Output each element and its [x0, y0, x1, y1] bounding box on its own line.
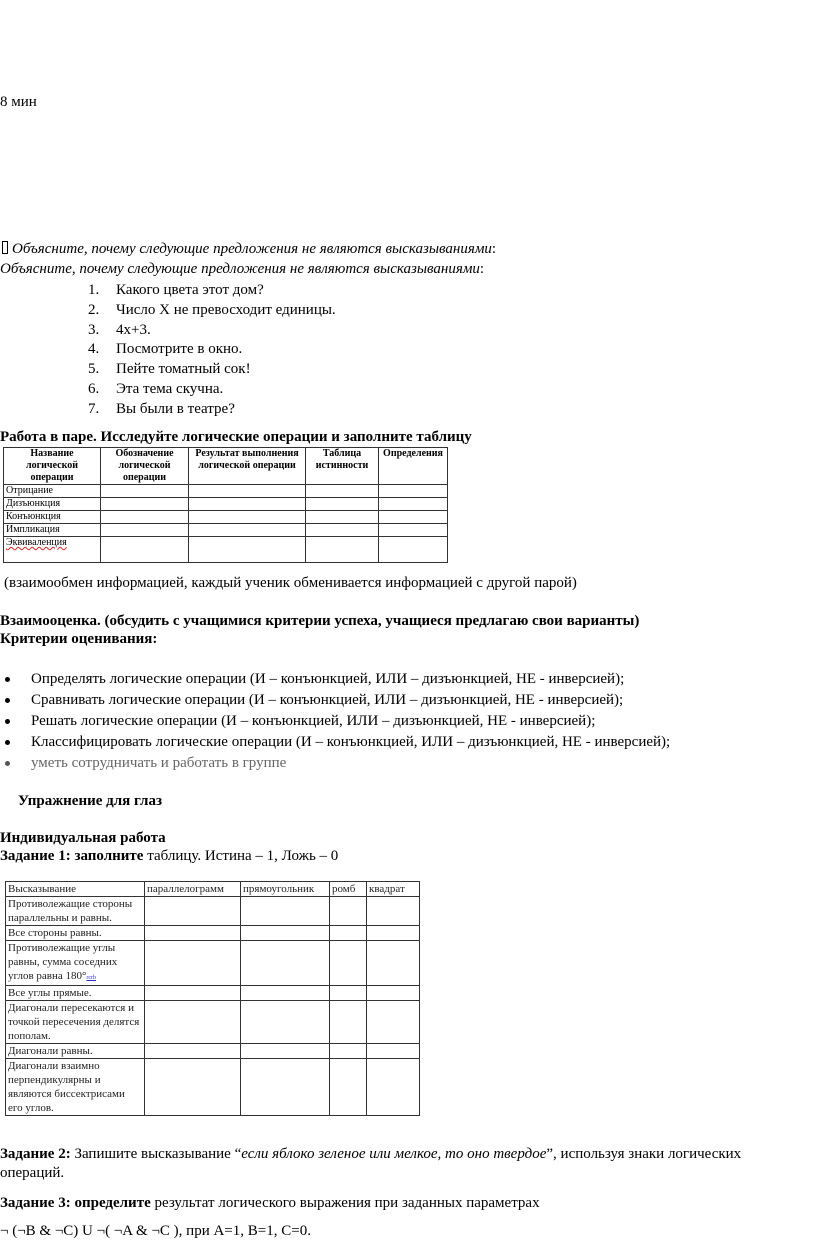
table-row: Диагонали взаимно перпендикулярны и являются биссектрисами его углов.	[6, 1059, 420, 1116]
bullet-icon	[5, 677, 10, 682]
list-item: 5. Пейте томатный сок!	[88, 361, 251, 378]
list-item: 6. Эта тема скучна.	[88, 380, 224, 397]
explain-prompt-line-1: Объясните, почему следующие предложения не являются высказываниями:	[0, 240, 496, 258]
table-row: Эквиваленция	[4, 537, 448, 563]
table-row: Диагонали равны.	[6, 1044, 420, 1059]
task3-line: Задание 3: определите результат логического выражения при заданных параметрах	[0, 1195, 540, 1211]
task1-text: таблицу. Истина – 1, Ложь – 0	[147, 848, 339, 864]
header-cell: Определения	[379, 448, 448, 485]
criteria-item: Решать логические операции (И – конъюнкцией, ИЛИ – дизъюнкцией, НЕ - инверсией);	[0, 711, 670, 732]
criteria-list	[0, 669, 670, 774]
task2-quote: если яблоко зеленое или мелкое, то оно твердое	[241, 1146, 547, 1162]
header-cell: параллелограмм	[145, 882, 241, 897]
list-item: 1. Какого цвета этот дом?	[88, 282, 264, 298]
bullet-icon	[5, 761, 10, 766]
individual-work-heading: Индивидуальная работа	[0, 830, 166, 846]
pair-work-heading: Работа в паре. Исследуйте логические операции и заполните таблицу	[0, 429, 472, 445]
table-header-row	[4, 448, 448, 485]
header-cell: Таблица истинности	[306, 448, 379, 485]
quadrilaterals-table	[5, 881, 420, 1116]
task2-label: Задание 2:	[0, 1146, 71, 1162]
task2-line-1: Задание 2: Запишите высказывание “если яблоко зеленое или мелкое, то оно твердое”, используя знаки логических	[0, 1146, 742, 1162]
bullet-icon	[5, 740, 10, 745]
explain-prompt-2: Объясните, почему следующие предложения не являются высказываниями	[0, 261, 480, 277]
table-row: Импликация	[4, 524, 448, 537]
criteria-item: Классифицировать логические операции (И – конъюнкцией, ИЛИ – дизъюнкцией, НЕ - инверсией);	[0, 732, 670, 753]
header-cell: Высказывание	[6, 882, 145, 897]
pair-work-note: (взаимообмен информацией, каждый ученик обменивается информацией с другой парой)	[4, 575, 577, 591]
task3-label: Задание 3:	[0, 1195, 71, 1211]
explain-prompt-line-2: Объясните, почему следующие предложения не являются высказываниями:	[0, 261, 485, 277]
missing-glyph-icon	[2, 241, 8, 254]
table-row: Отрицание	[4, 485, 448, 498]
list-item: 3. 4x+3.	[88, 321, 151, 338]
list-item: 7. Вы были в театре?	[88, 400, 235, 417]
explain-prompt-1: Объясните, почему следующие предложения не являются высказываниями	[12, 241, 492, 257]
table-row: Все углы прямые.	[6, 986, 420, 1001]
task3-expression: ¬ (¬B & ¬C) U ¬( ¬A & ¬C ), при A=1, B=1, C=0.	[0, 1223, 311, 1239]
assessment-heading: Взаимооценка. (обсудить с учащимися критерии успеха, учащиеся предлагаю свои варианты)	[0, 613, 640, 629]
task1-line	[0, 847, 338, 865]
list-item: 2. Число X не превосходит единицы.	[88, 301, 336, 318]
header-cell: Результат выполнения логической операции	[189, 448, 306, 485]
eye-exercise-heading: Упражнение для глаз	[18, 793, 162, 809]
header-cell: прямоугольник	[241, 882, 330, 897]
table-row: Диагонали пересекаются и точкой пересечения делятся пополам.	[6, 1001, 420, 1044]
header-cell: Обозначение логической операции	[101, 448, 189, 485]
bullet-icon	[5, 698, 10, 703]
table-row: Все стороны равны.	[6, 926, 420, 941]
criteria-item: Сравнивать логические операции (И – конъюнкцией, ИЛИ – дизъюнкцией, НЕ - инверсией);	[0, 690, 670, 711]
table-header-row	[6, 882, 420, 897]
criteria-item: Определять логические операции (И – конъюнкцией, ИЛИ – дизъюнкцией, НЕ - инверсией);	[0, 669, 670, 690]
criteria-item: уметь сотрудничать и работать в группе	[0, 753, 670, 774]
logic-operations-table	[3, 447, 448, 563]
non-statement-list	[88, 281, 336, 420]
list-item: 4. Посмотрите в окно.	[88, 341, 243, 358]
table-row: Дизъюнкция	[4, 498, 448, 511]
task1-verb: заполните	[74, 848, 144, 864]
task3-verb: определите	[74, 1195, 151, 1211]
header-cell: Название логической операции	[4, 448, 101, 485]
header-cell: ромб	[330, 882, 367, 897]
table-row: Противолежащие стороны параллельны и равны.	[6, 897, 420, 926]
header-cell: квадрат	[367, 882, 420, 897]
bullet-icon	[5, 719, 10, 724]
table-row: Противолежащие углы равны, сумма соседних углов равна 180°rcrb	[6, 941, 420, 986]
criteria-title: Критерии оценивания:	[0, 631, 158, 647]
comment-link[interactable]: rcrb	[86, 975, 97, 981]
task1-label: Задание 1:	[0, 848, 71, 864]
table-row: Конъюнкция	[4, 511, 448, 524]
task2-line-2: операций.	[0, 1165, 65, 1181]
time-label: 8 мин	[0, 94, 37, 110]
